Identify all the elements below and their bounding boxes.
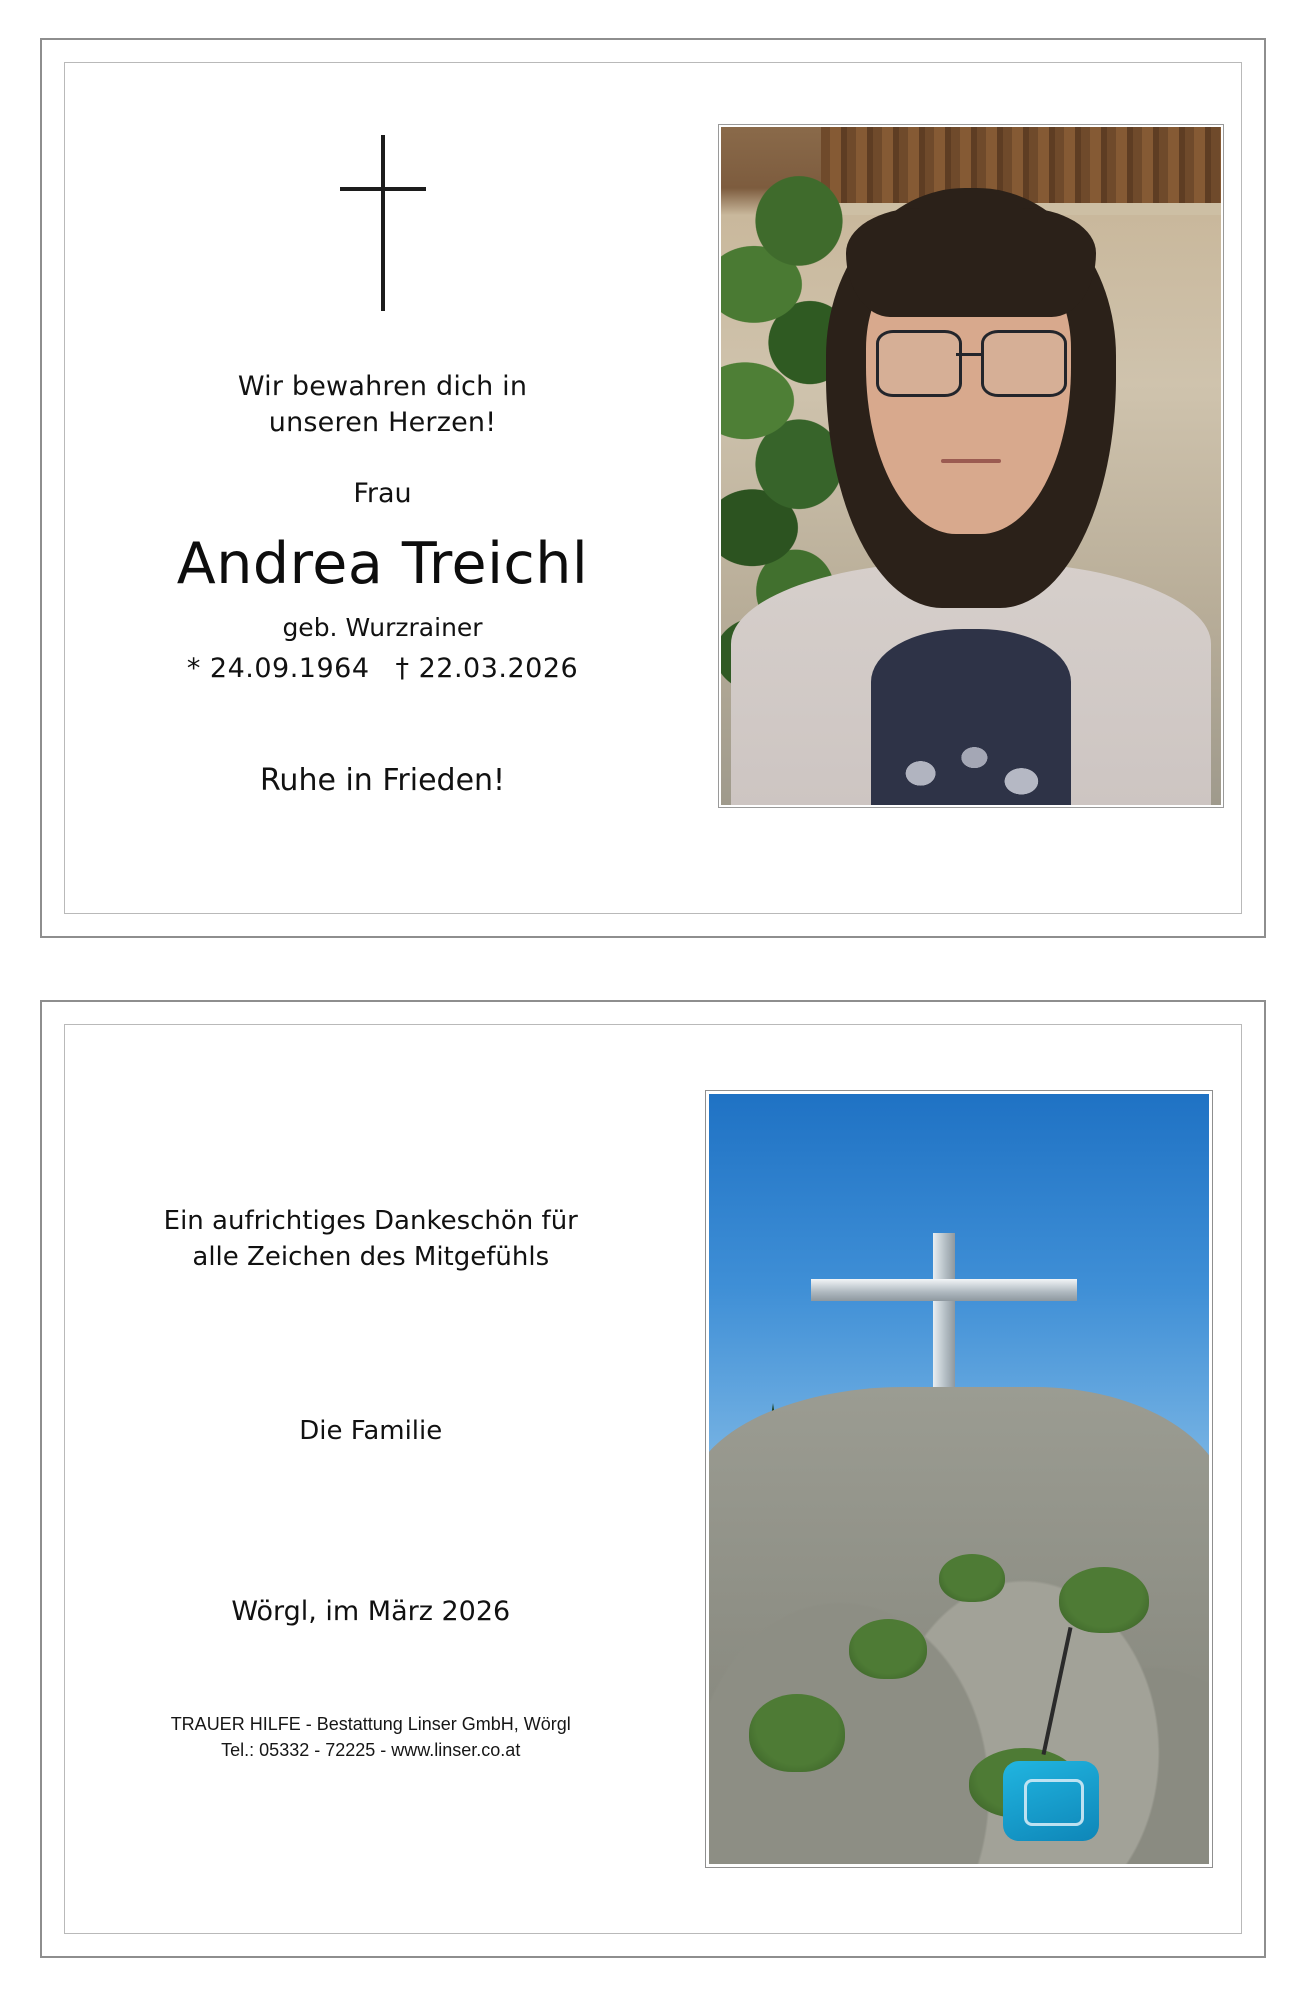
birth-date: * 24.09.1964	[186, 653, 370, 684]
closing-text: Ruhe in Frieden!	[259, 763, 506, 799]
family-signature: Die Familie	[299, 1415, 443, 1446]
obituary-card-inner	[64, 62, 1242, 914]
thanks-photo-column	[677, 1025, 1241, 1933]
summit-cross-photo	[706, 1091, 1212, 1867]
maiden-name: geb. Wurzrainer	[282, 613, 483, 643]
place-and-date: Wörgl, im März 2026	[231, 1595, 511, 1627]
salutation: Frau	[353, 477, 412, 509]
death-date: † 22.03.2026	[395, 653, 579, 684]
latin-cross-icon	[340, 135, 426, 311]
thanks-message-line2: alle Zeichen des Mitgefühls	[192, 1242, 550, 1273]
imprint-contact: Tel.: 05332 - 72225 - www.linser.co.at	[221, 1739, 521, 1760]
thanks-message	[164, 1203, 578, 1276]
life-dates	[187, 651, 578, 687]
backpack-icon	[1003, 1761, 1099, 1841]
memorial-quote	[238, 369, 527, 442]
thanks-card	[40, 1000, 1266, 1958]
memorial-quote-line2: unseren Herzen!	[268, 407, 497, 439]
portrait-photo	[719, 125, 1223, 807]
obituary-card	[40, 38, 1266, 938]
thanks-card-inner	[64, 1024, 1242, 1934]
thanks-text-column	[65, 1025, 677, 1933]
obituary-text-column	[65, 63, 700, 913]
memorial-quote-line1: Wir bewahren dich in	[237, 371, 528, 402]
deceased-name: Andrea Treichl	[176, 531, 589, 598]
funeral-home-imprint	[171, 1711, 571, 1763]
imprint-company: TRAUER HILFE - Bestattung Linser GmbH, Wörgl	[170, 1713, 571, 1734]
thanks-message-line1: Ein aufrichtiges Dankeschön für	[163, 1206, 578, 1236]
obituary-photo-column	[700, 63, 1241, 913]
